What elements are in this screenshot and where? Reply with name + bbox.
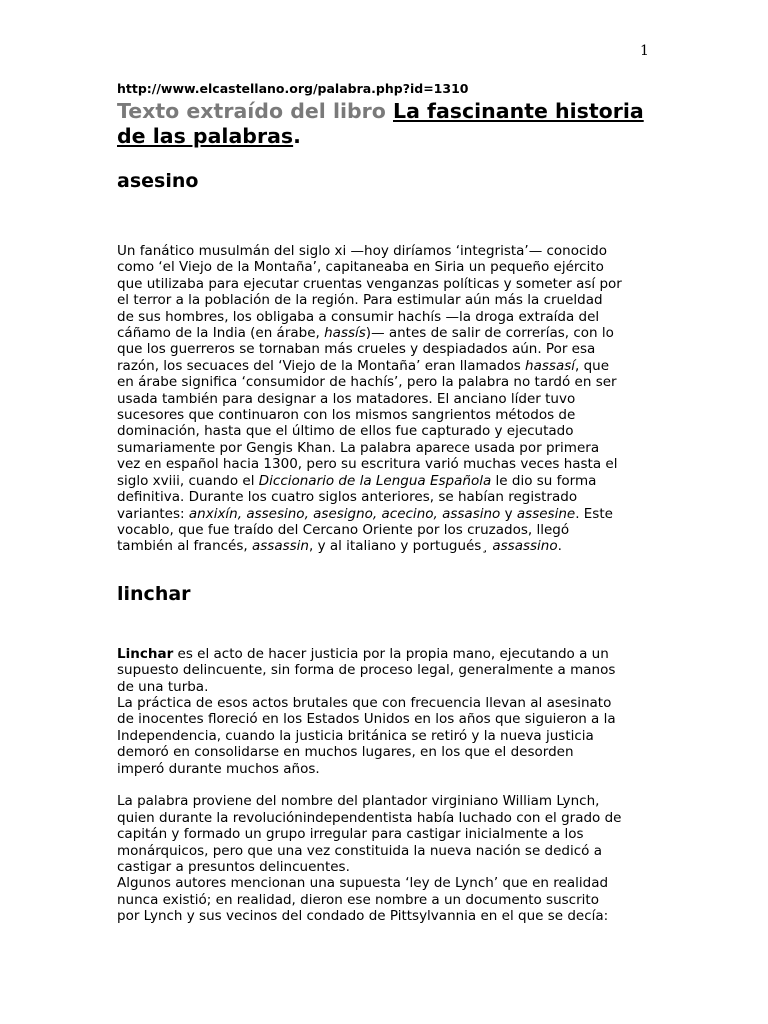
text-run: y xyxy=(500,505,517,522)
text-line: La práctica de esos actos brutales que con frecuencia llevan al asesinato xyxy=(117,694,612,711)
text-line xyxy=(117,646,657,662)
term-hassis: hassís xyxy=(324,325,366,342)
text-line: Un fanático musulmán del siglo xi —hoy diríamos ‘integrista’— conocido xyxy=(117,243,607,259)
text-line: el terror a la población de la región. Para estimular aún más la crueldad xyxy=(117,292,603,309)
page-number: 1 xyxy=(640,43,649,59)
text-line: Algunos autores mencionan una supuesta ‘ley de Lynch’ que en realidad xyxy=(117,875,609,892)
text-line: nunca existió; en realidad, dieron ese nombre a un documento suscrito xyxy=(117,891,599,908)
text-line xyxy=(117,506,657,522)
dictionary-title: Diccionario de la Lengua Española xyxy=(258,472,492,489)
text-run: . xyxy=(557,538,562,555)
term-hassasi: hassasí xyxy=(525,357,575,374)
text-run: , y al italiano y portugués¸ xyxy=(308,538,493,555)
text-line: que utilizaba para ejecutar cruentas venganzas políticas y someter así por xyxy=(117,275,622,292)
text-line: imperó durante muchos años. xyxy=(117,760,320,777)
term-linchar: Linchar xyxy=(117,645,174,662)
text-line: demoró en consolidarse en muchos lugares, en los que el desorden xyxy=(117,744,574,761)
term-assesine: assesine xyxy=(516,505,576,522)
source-url: http://www.elcastellano.org/palabra.php?id=1310 xyxy=(117,81,469,96)
text-line xyxy=(117,473,657,489)
text-line xyxy=(117,358,657,374)
text-line: Independencia, cuando la justicia británica se retiró y la nueva justicia xyxy=(117,727,594,744)
paragraph-linchar-2 xyxy=(117,793,657,924)
book-title-part2: de las palabras xyxy=(117,124,294,148)
source-heading xyxy=(117,99,657,149)
text-line: castigar a presuntos delincuentes. xyxy=(117,858,350,875)
text-run: variantes: xyxy=(117,505,189,522)
text-line: dominación, hasta que el último de ellos fue capturado y ejecutado xyxy=(117,423,574,440)
text-run: , que xyxy=(575,357,610,374)
text-line: capitán y formado un grupo irregular para castigar inicialmente a los xyxy=(117,826,584,843)
text-line: monárquicos, pero que una vez constituida la nueva nación se dedicó a xyxy=(117,842,602,859)
book-title-part1: La fascinante historia xyxy=(393,99,644,123)
text-line: de una turba. xyxy=(117,678,209,695)
text-line: sumariamente por Gengis Khan. La palabra aparece usada por primera xyxy=(117,439,600,456)
term-assassin: assassin xyxy=(251,538,309,555)
text-line: La palabra proviene del nombre del plantador virginiano William Lynch, xyxy=(117,793,600,810)
text-line: por Lynch y sus vecinos del condado de Pittsylvannia en el que se decía: xyxy=(117,908,609,925)
term-variants: anxixín, assesino, asesigno, acecino, assasino xyxy=(188,505,501,522)
text-line: vez en español hacia 1300, pero su escritura varió muchas veces hasta el xyxy=(117,456,618,473)
text-line: en árabe significa ‘consumidor de hachís’, pero la palabra no tardó en ser xyxy=(117,374,617,391)
text-line: sucesores que continuaron con los mismos sangrientos métodos de xyxy=(117,407,576,424)
paragraph-linchar-1 xyxy=(117,646,657,777)
paragraph-asesino xyxy=(117,243,657,555)
text-line: de sus hombres, los obligaba a consumir hachís —la droga extraída del xyxy=(117,308,600,325)
text-run: también al francés, xyxy=(117,538,252,555)
text-line: que los guerreros se tornaban más crueles y despiadados aún. Por esa xyxy=(117,341,596,358)
text-line: como ‘el Viejo de la Montaña’, capitaneaba en Siria un pequeño ejército xyxy=(117,259,604,276)
section-title-asesino: asesino xyxy=(117,170,199,192)
term-assassino: assassino xyxy=(492,538,558,555)
text-run: )— antes de salir de correrías, con lo xyxy=(365,325,614,342)
text-line: quien durante la revoluciónindependentista había luchado con el grado de xyxy=(117,809,622,826)
text-line xyxy=(117,325,657,341)
text-line: usada también para designar a los matadores. El anciano líder tuvo xyxy=(117,390,576,407)
text-line xyxy=(117,538,657,554)
heading-prefix: Texto extraído del libro xyxy=(117,99,393,123)
text-run: cáñamo de la India (en árabe, xyxy=(117,325,325,342)
document-body xyxy=(117,81,657,925)
text-run: razón, los secuaces del ‘Viejo de la Montaña’ eran llamados xyxy=(117,357,526,374)
text-line: supuesto delincuente, sin forma de proceso legal, generalmente a manos xyxy=(117,662,616,679)
text-line: definitiva. Durante los cuatro siglos anteriores, se habían registrado xyxy=(117,489,578,506)
text-run: siglo xviii, cuando el xyxy=(117,472,259,489)
text-run: . Este xyxy=(575,505,613,522)
section-title-linchar: linchar xyxy=(117,582,191,605)
text-run: le dio su forma xyxy=(491,472,597,489)
heading-period: . xyxy=(293,124,301,148)
text-run: es el acto de hacer justicia por la propia mano, ejecutando a un xyxy=(173,645,609,662)
text-line: vocablo, que fue traído del Cercano Oriente por los cruzados, llegó xyxy=(117,521,570,538)
text-line: de inocentes floreció en los Estados Unidos en los años que siguieron a la xyxy=(117,711,616,728)
